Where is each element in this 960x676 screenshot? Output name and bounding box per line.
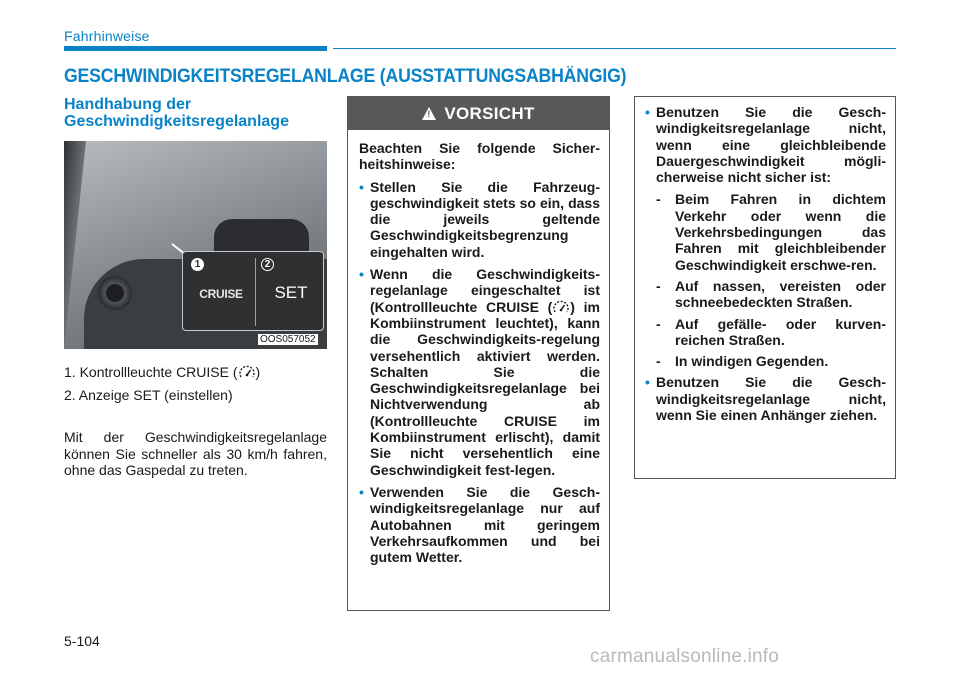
dash-marker: - (656, 353, 661, 370)
bullet-icon: • (359, 266, 364, 283)
notes-dash-3 (645, 316, 886, 349)
bullet-icon: • (359, 483, 364, 500)
section-label: Fahrhinweise (64, 28, 150, 44)
caution-bullet-1 (359, 179, 600, 260)
notes-dash-4-text: In windigen Gegenden. (675, 353, 829, 370)
inset-divider (255, 258, 256, 326)
indicator-legend (64, 364, 327, 410)
caution-bullet-2-before: Wenn die Geschwindigkeits-regelanlage eingeschaltet ist (Kontrollleuchte CRUISE ( (370, 266, 600, 315)
legend-item-1 (64, 364, 327, 381)
cluster-detail-inset (182, 251, 324, 331)
caution-bullet-1-text: Stellen Sie die Fahrzeug-geschwindigkeit stets so ein, dass die jeweils geltende Geschwindigkeitsbegrenzung eingehalten wird. (370, 178, 600, 260)
notes-box (634, 96, 896, 479)
caution-bullet-3 (359, 484, 600, 565)
notes-bullet-1-text: Benutzen Sie die Gesch-windigkeitsregelanlage nicht, wenn eine gleichbleibende Dauergeschwindigkeit mögli-cherweise nicht sicher ist: (656, 104, 886, 186)
notes-dash-4 (645, 353, 886, 369)
notes-bullet-1 (645, 104, 886, 185)
caution-header (348, 97, 609, 130)
speedometer-icon (552, 300, 570, 314)
notes-dash-3-text: Auf gefälle- oder kurven-reichen Straßen. (675, 315, 886, 348)
cruise-indicator-text: CRUISE (199, 287, 243, 301)
header-bar-thick (64, 46, 327, 51)
dash-marker: - (656, 191, 661, 208)
subsection-heading-line2: Geschwindigkeitsregelanlage (64, 113, 289, 130)
notes-dash-2 (645, 278, 886, 311)
notes-bullet-2-text: Benutzen Sie die Gesch-windigkeitsregelanlage nicht, wenn Sie einen Anhänger ziehen. (656, 374, 886, 424)
watermark: carmanualsonline.info (590, 646, 780, 667)
caution-bullet-3-text: Verwenden Sie die Gesch-windigkeitsregelanlage nur auf Autobahnen mit geringem Verkehrsaufkommen und bei gutem Wetter. (370, 483, 600, 566)
legend-item-2 (64, 387, 327, 404)
warning-triangle-icon (422, 107, 436, 120)
callout-number-1: 1 (191, 258, 204, 271)
caution-box (347, 96, 610, 611)
callout-number-2: 2 (261, 258, 274, 271)
caution-body (348, 130, 609, 565)
caution-bullet-2 (359, 266, 600, 478)
legend-item-1-prefix: 1. Kontrollleuchte CRUISE ( (64, 364, 238, 380)
header-bar-thin (333, 48, 896, 49)
caution-title: VORSICHT (444, 103, 535, 123)
caution-bullet-2-after: ) im Kombiinstrument leuchtet), kann die Geschwindigkeits-regelung versehentlich aktiviert werden. Schalten Sie die Geschwindigkeitsregelanlage bei Nichtverwendung ab (Kontrollleuchte CRUISE im Kombiinstrument erlischt), damit Sie nicht versehentlich eine Geschwindigkeit fest-legen. (370, 298, 600, 478)
notes-dash-1 (645, 191, 886, 272)
notes-bullet-2 (645, 374, 886, 423)
intro-paragraph: Mit der Geschwindigkeitsregelanlage können Sie schneller als 30 km/h fahren, ohne das Gaspedal zu treten. (64, 429, 327, 478)
dash-marker: - (656, 315, 661, 332)
bullet-icon: • (645, 104, 650, 120)
caution-intro: Beachten Sie folgende Sicher-heitshinweise: (359, 140, 600, 173)
page-title: GESCHWINDIGKEITSREGELANLAGE (AUSSTATTUNGSABHÄNGIG) (64, 66, 627, 87)
set-indicator-text: SET (274, 283, 308, 302)
legend-item-1-suffix: ) (255, 364, 261, 380)
bullet-icon: • (645, 374, 650, 391)
speedometer-icon (238, 365, 256, 379)
notes-dash-2-text: Auf nassen, vereisten oder schneebedeckten Straßen. (675, 277, 886, 311)
a-pillar (64, 141, 86, 349)
photo-code: OOS057052 (260, 334, 316, 345)
subsection-heading (64, 96, 289, 130)
legend-item-2-text: 2. Anzeige SET (einstellen) (64, 387, 233, 403)
subsection-heading-line1: Handhabung der (64, 96, 192, 113)
dash-marker: - (656, 277, 661, 294)
notes-dash-1-text: Beim Fahren in dichtem Verkehr oder wenn die Verkehrsbedingungen das Fahren mit gleichbleibender Geschwindigkeit erschwe-ren. (675, 191, 886, 273)
page-number: 5-104 (64, 633, 100, 649)
air-vent (98, 276, 132, 310)
bullet-icon: • (359, 178, 364, 195)
